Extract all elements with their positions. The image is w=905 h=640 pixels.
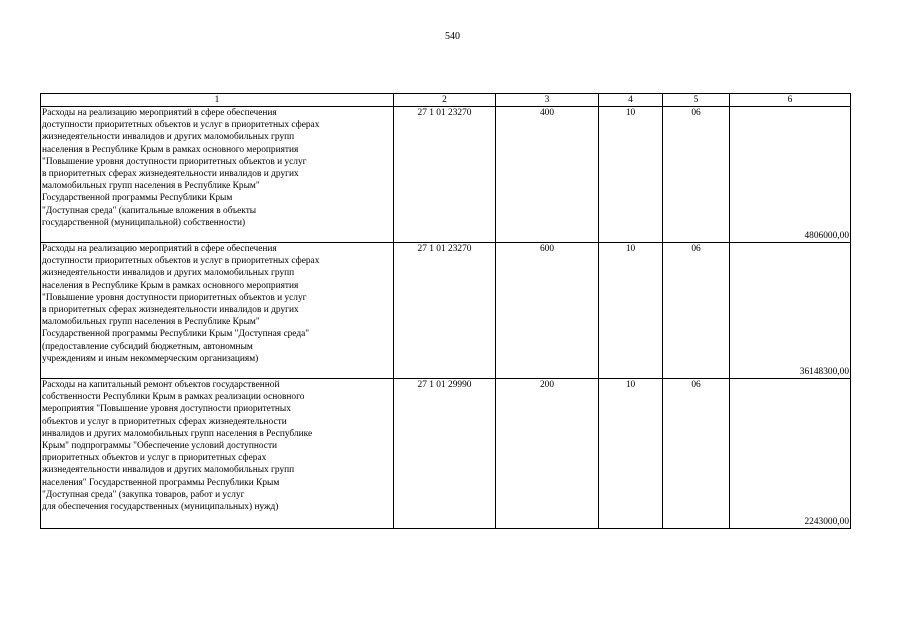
row-expense-type: 400	[496, 107, 599, 243]
row-description: Расходы на капитальный ремонт объектов государственной собственности Республики Крым в рамках реализации основного мероприятия "Повышение уровня доступности приоритетных объектов и услуг в приоритетных сферах жизнедеятельности инвалидов и других маломобильных групп населения в Республике Крым" подпрограммы "Обеспечение условий доступности приоритетных объектов и услуг в приоритетных сферах жизнедеятельности инвалидов и других маломобильных групп населения" Государственной программы Республики Крым "Доступная среда" (закупка товаров, работ и услуг для обеспечения государственных (муниципальных) нужд)	[41, 379, 394, 529]
row-section: 10	[599, 107, 663, 243]
row-expense-type: 200	[496, 379, 599, 529]
row-description: Расходы на реализацию мероприятий в сфере обеспечения доступности приоритетных объектов и услуг в приоритетных сферах жизнедеятельности инвалидов и других маломобильных групп населения в Республике Крым в рамках основного мероприятия "Повышение уровня доступности приоритетных объектов и услуг в приоритетных сферах жизнедеятельности инвалидов и других маломобильных групп населения в Республике Крым" Государственной программы Республики Крым "Доступная среда" (капитальные вложения в объекты государственной (муниципальной) собственности)	[41, 107, 394, 243]
table-header-row	[41, 94, 851, 107]
row-subsection: 06	[663, 379, 730, 529]
row-section: 10	[599, 379, 663, 529]
row-amount: 36148300,00	[730, 243, 851, 379]
row-target-article: 27 1 01 29990	[394, 379, 496, 529]
column-header-1: 1	[41, 94, 394, 107]
column-header-6: 6	[730, 94, 851, 107]
row-section: 10	[599, 243, 663, 379]
column-header-3: 3	[496, 94, 599, 107]
page-number: 540	[445, 31, 460, 42]
row-amount: 2243000,00	[730, 379, 851, 529]
column-header-4: 4	[599, 94, 663, 107]
row-target-article: 27 1 01 23270	[394, 243, 496, 379]
row-subsection: 06	[663, 243, 730, 379]
row-target-article: 27 1 01 23270	[394, 107, 496, 243]
row-description: Расходы на реализацию мероприятий в сфере обеспечения доступности приоритетных объектов и услуг в приоритетных сферах жизнедеятельности инвалидов и других маломобильных групп населения в Республике Крым в рамках основного мероприятия "Повышение уровня доступности приоритетных объектов и услуг в приоритетных сферах жизнедеятельности инвалидов и других маломобильных групп населения в Республике Крым" Государственной программы Республики Крым "Доступная среда" (предоставление субсидий бюджетным, автономным учреждениям и иным некоммерческим организациям)	[41, 243, 394, 379]
column-header-2: 2	[394, 94, 496, 107]
table-row	[41, 379, 851, 529]
row-subsection: 06	[663, 107, 730, 243]
table-row	[41, 243, 851, 379]
row-amount: 4806000,00	[730, 107, 851, 243]
budget-table	[40, 93, 851, 529]
column-header-5: 5	[663, 94, 730, 107]
table-row	[41, 107, 851, 243]
row-expense-type: 600	[496, 243, 599, 379]
